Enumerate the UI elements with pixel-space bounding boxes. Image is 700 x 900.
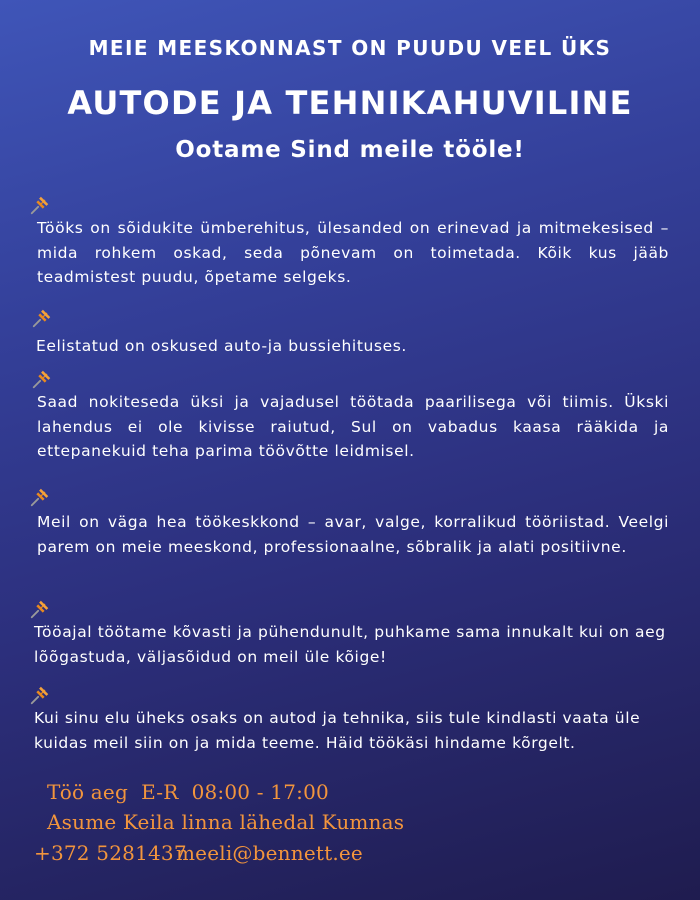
pushpin-icon [31, 307, 53, 329]
location: Asume Keila linna lähedal Kumnas [47, 810, 405, 834]
item-text-5: Tööajal töötame kõvasti ja pühendunult, puhkame sama innukalt kui on aeg lõõgastuda, väljasõidud on meil üle kõige! [34, 623, 666, 666]
pushpin-icon [29, 598, 51, 620]
phone-number[interactable]: +372 5281437 [34, 841, 187, 865]
pushpin-icon [29, 194, 51, 216]
header-top-line: MEIE MEESKONNAST ON PUUDU VEEL ÜKS [88, 36, 612, 60]
item-text-4: Meil on väga hea töökeskkond – avar, valge, korralikud tööriistad. Veelgi parem on meie meeskond, professionaalne, sõbralik ja alati positiivne. [37, 513, 669, 556]
email-address[interactable]: meeli@bennett.ee [176, 841, 363, 865]
main-title: AUTODE JA TEHNIKAHUVILINE [67, 84, 633, 122]
pushpin-icon [29, 486, 51, 508]
item-text-6: Kui sinu elu üheks osaks on autod ja tehnika, siis tule kindlasti vaata üle kuidas meil siin on ja mida teeme. Häid töökäsi hindame kõrgelt. [34, 709, 641, 752]
subtitle: Ootame Sind meile tööle! [175, 137, 525, 163]
work-hours: Töö aeg E-R 08:00 - 17:00 [47, 780, 329, 804]
item-text-1: Tööks on sõidukite ümberehitus, ülesanded on erinevad ja mitmekesised – mida rohkem oskad, seda põnevam on toimetada. Kõik kus jääb teadmistest puudu, õpetame selgeks. [37, 219, 669, 286]
pushpin-icon [31, 368, 53, 390]
item-text-2: Eelistatud on oskused auto-ja bussiehituses. [36, 337, 407, 355]
pushpin-icon [29, 684, 51, 706]
item-text-3: Saad nokiteseda üksi ja vajadusel töötada paarilisega või tiimis. Ükski lahendus ei ole kivisse raiutud, Sul on vabadus kaasa rääkida ja ettepanekuid teha parima töövõtte leidmisel. [37, 393, 669, 460]
